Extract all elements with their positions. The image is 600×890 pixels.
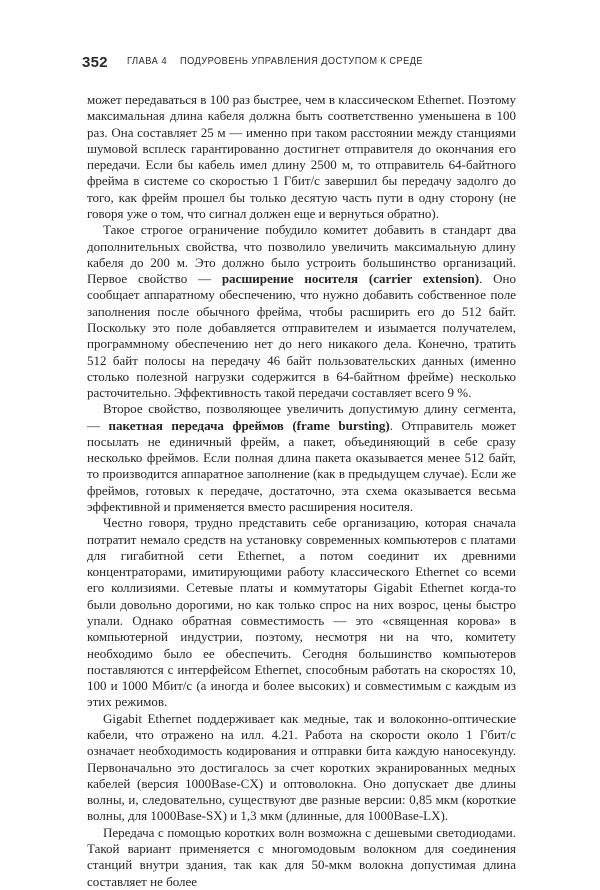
body-text [87, 92, 516, 890]
paragraph-continuation: может передаваться в 100 раз быстрее, чем в классическом Ethernet. Поэтому максимальная длина кабеля должна быть соответственно уменьшена в 100 раз. Она составляет 25 м — именно при таком расстоянии между станциями шумовой всплеск гарантированно достигнет отправителя до окончания его передачи. Если бы кабель имел длину 2500 м, то отправитель 64-байтного фрейма в системе со скоростью 1 Гбит/с завершил бы передачу задолго до того, как фрейм прошел бы только десятую часть пути в одну сторону (не говоря уже о том, что сигнал должен еще и вернуться обратно). [87, 92, 516, 221]
paragraph-text-after: . Оно сообщает аппаратному обеспечению, что нужно добавить собственное поле заполнения после обычного фрейма, чтобы расширить его до 512 байт. Поскольку это поле добавляется отправителем и изымается получателем, программному обеспечению нет до него никакого дела. Конечно, тратить 512 байт полосы на передачу 46 байт пользовательских данных (именно столько полезной нагрузки содержится в 64-байтном фрейме) несколько расточительно. Эффективность такой передачи составляет всего 9 %. [87, 271, 516, 401]
paragraph-text-after: . Отправитель может посылать не единичный фрейм, а пакет, объединяющий в себе сразу несколько фреймов. Если полная длина пакета оказывается менее 512 байт, то производится аппаратное заполнение (как в предыдущем случае). Если же фреймов, готовых к передаче, достаточно, эта схема оказывается весьма эффективной и применяется вместо расширения носителя. [87, 417, 516, 515]
page-number: 352 [82, 54, 108, 71]
paragraph-short-wave: Передача с помощью коротких волн возможна с дешевыми светодиодами. Такой вариант применяется с многомодовым волокном для соединения станций внутри здания, так как для 50-мкм волокна допустимая длина составляет не более [87, 824, 516, 889]
running-header [82, 54, 522, 74]
paragraph-compatibility: Честно говоря, трудно представить себе организацию, которая сначала потратит немало средств на установку современных компьютеров с платами для гигабитной сети Ethernet, а потом соединит их древними концентраторами, имитирующими работу классического Ethernet со всеми его коллизиями. Сетевые платы и коммутаторы Gigabit Ethernet когда-то были довольно дорогими, но как только спрос на них возрос, цены быстро упали. Однако обратная совместимость — это «священная корова» в компьютерной индустрии, поэтому, несмотря ни на что, комитету необходимо было ее обеспечить. Сегодня большинство компьютеров поставляются с интерфейсом Ethernet, способным работать на скоростях 10, 100 и 1000 Мбит/с (а иногда и более высоких) и совместимым с каждым из этих режимов. [87, 515, 516, 710]
paragraph-text-before: Второе свойство, позволяющее увеличить допустимую длину сегмента, — [87, 401, 516, 433]
paragraph-carrier-extension [87, 222, 516, 401]
chapter-title: ПОДУРОВЕНЬ УПРАВЛЕНИЯ ДОСТУПОМ К СРЕДЕ [180, 56, 423, 67]
term-carrier-extension: расширение носителя (carrier extension) [221, 271, 480, 287]
term-frame-bursting: пакетная передача фреймов (frame bursting) [108, 417, 390, 433]
paragraph-text-before: Такое строгое ограничение побудило комитет добавить в стандарт два дополнительных свойства, что позволило увеличить максимальную длину кабеля до 200 м. Это должно было устроить большинство организаций. Первое свойство — [87, 222, 516, 287]
paragraph-cabling: Gigabit Ethernet поддерживает как медные, так и волоконно-оптические кабели, что отражено на илл. 4.21. Работа на скорости около 1 Гбит/с означает необходимость кодирования и отправки бита каждую наносекунду. Первоначально это достигалось за счет коротких экранированных медных кабелей (версия 1000Base-CX) и оптоволокна. Оно допускает две длины волны, и, следовательно, существуют две разные версии: 0,85 мкм (короткие волны, для 1000Base-SX) и 1,3 мкм (длинные, для 1000Base-LX). [87, 710, 516, 824]
chapter-label: ГЛАВА 4 [127, 56, 168, 67]
paragraph-frame-bursting [87, 401, 516, 515]
